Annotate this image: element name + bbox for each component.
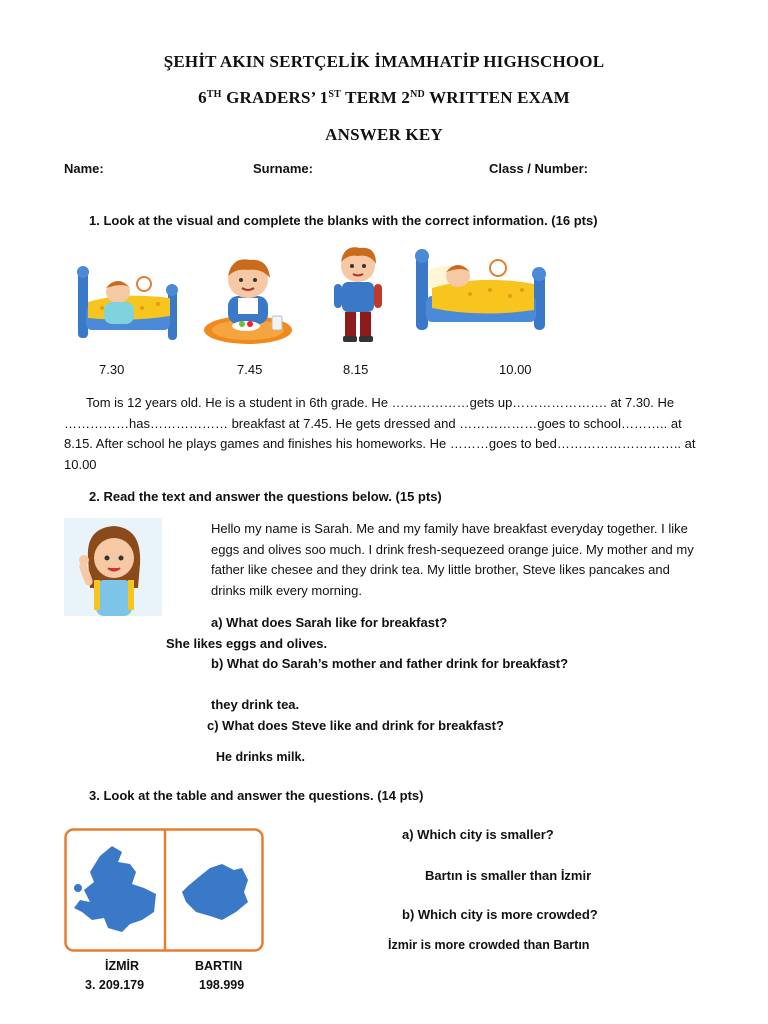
time-label: 7.30 [99,362,125,377]
time-label: 8.15 [343,362,369,377]
boy-dressed-image [330,244,386,344]
city-map-table [64,828,264,952]
question-3b: b) Which city is more crowded? [402,907,598,922]
question-2b: b) What do Sarah’s mother and father drink for breakfast? [211,656,569,671]
boy-breakfast-image [200,252,296,348]
time-label: 7.45 [237,362,263,377]
girl-waving-image [64,518,162,616]
answer-3a: Bartın is smaller than İzmir [425,868,592,883]
exam-title: 6TH GRADERS’ 1ST TERM 2ND WRITTEN EXAM [198,88,570,107]
answer-2b: they drink tea. [211,697,300,712]
answer-2c: He drinks milk. [216,750,305,764]
boy-bedtime-image [410,244,550,336]
question-2-text: Hello my name is Sarah. Me and my family have breakfast everyday together. I like eggs and olives soo much. I drink fresh-sequezeed orange juice. My mother and my father like chesee and they drink tea. My little brother, Steve likes pancakes and drinks milk every morning. [211,521,694,598]
name-label: Name: [64,161,104,176]
answer-key-title: ANSWER KEY [325,125,443,144]
surname-label: Surname: [253,161,313,176]
class-number-label: Class / Number: [489,161,588,176]
question-1-text: Tom is 12 years old. He is a student in 6th grade. He ………………gets up…………………. at 7.30. He ……………has……………… breakfast at 7.45. He gets dressed and ………………goes to school……….. at 8.15. After school he plays games and finishes his homeworks. He ………goes to bed……………………….. at 10.00 [64,395,696,472]
city-izmir-label: İZMİR [105,959,140,973]
time-label: 10.00 [499,362,532,377]
school-title: ŞEHİT AKIN SERTÇELİK İMAMHATİP HIGHSCHOOL [163,52,605,71]
question-3a: a) Which city is smaller? [402,827,554,842]
answer-3b: İzmir is more crowded than Bartın [388,938,590,952]
bartin-population: 198.999 [199,978,245,992]
boy-sleeping-image [72,262,184,344]
question-1-heading: 1. Look at the visual and complete the blanks with the correct information. (16 pts) [89,213,598,228]
question-2a: a) What does Sarah like for breakfast? [211,615,448,630]
question-3-heading: 3. Look at the table and answer the questions. (14 pts) [89,788,424,803]
izmir-population: 3. 209.179 [85,978,145,992]
question-2-heading: 2. Read the text and answer the questions below. (15 pts) [89,489,442,504]
question-2c: c) What does Steve like and drink for breakfast? [207,718,504,733]
city-bartin-label: BARTIN [195,959,243,973]
answer-2a: She likes eggs and olives. [166,636,328,651]
